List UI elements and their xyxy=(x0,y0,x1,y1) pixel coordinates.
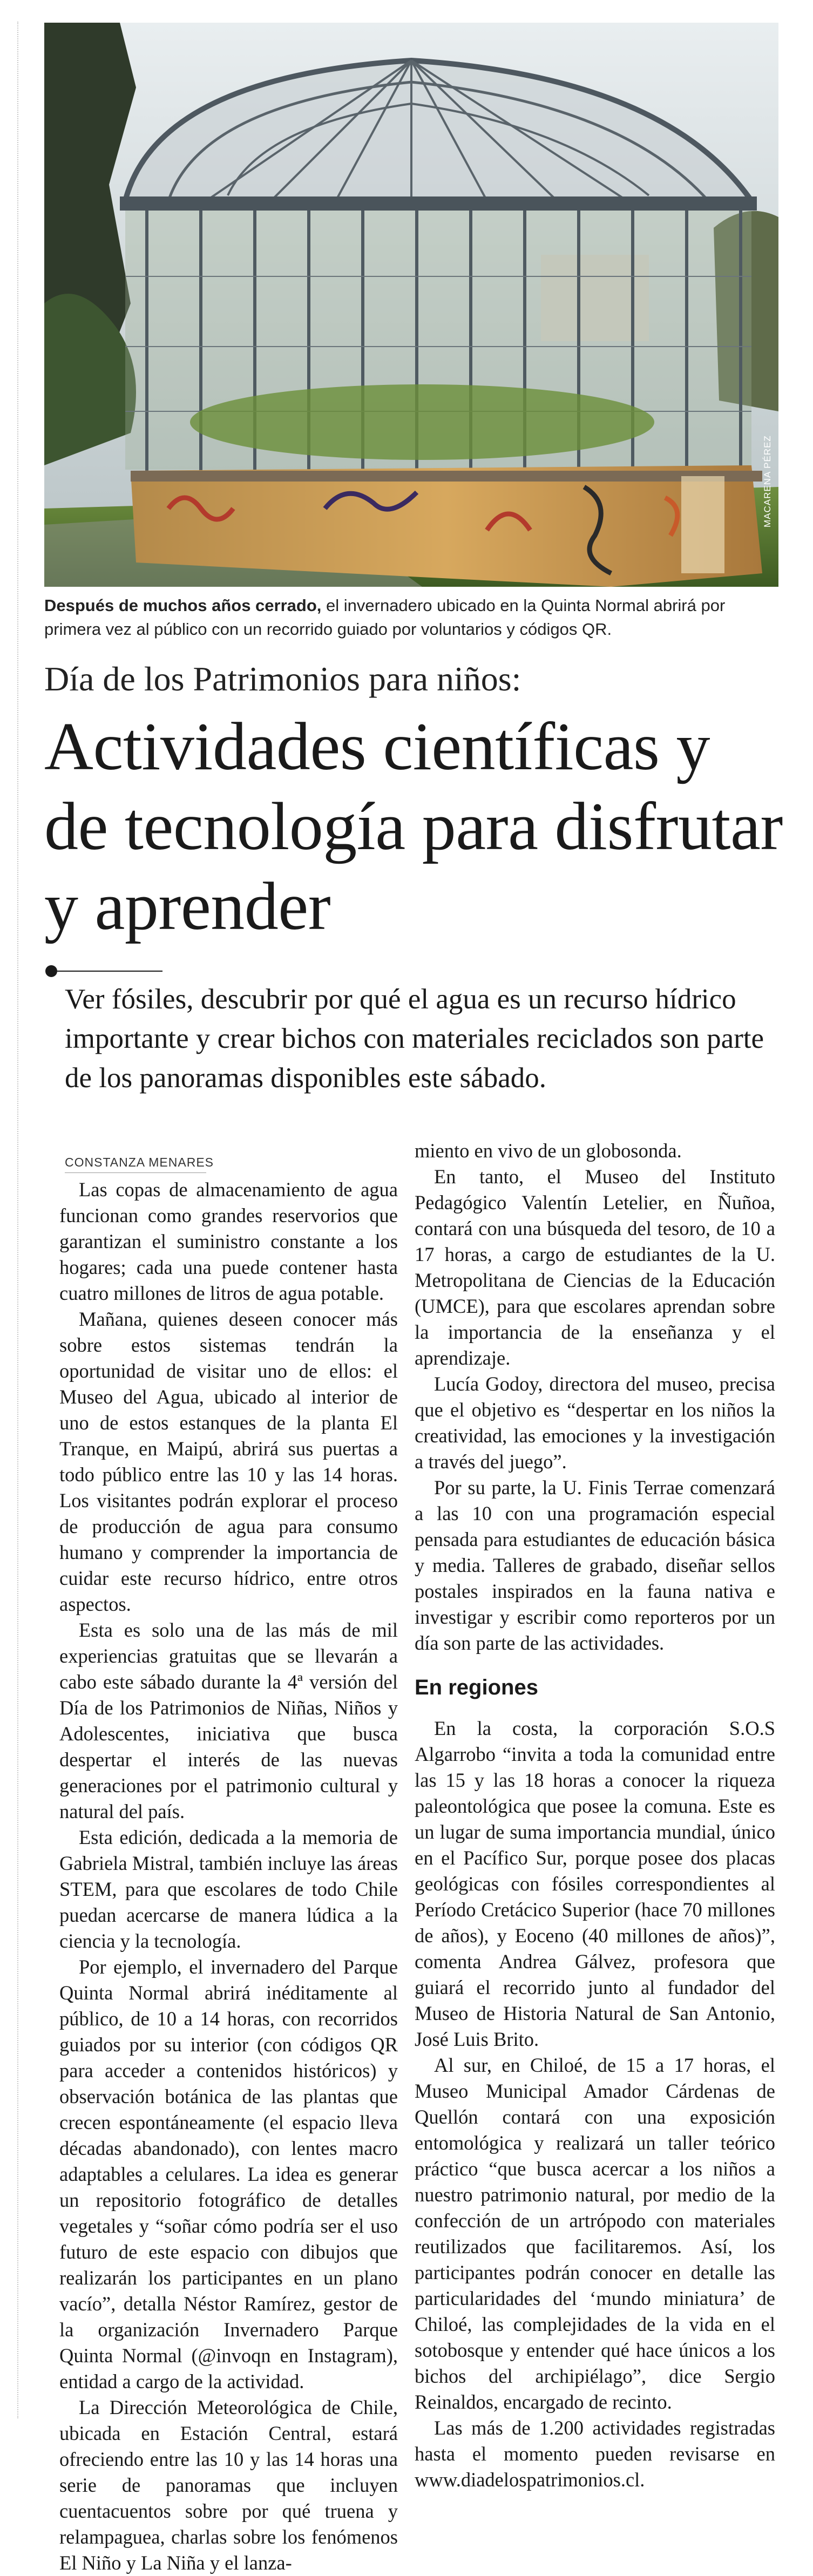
body-paragraph: Esta es solo una de las más de mil experiencias gratuitas que se llevarán a cabo este sábado durante la 4ª versión del Día de los Patrimonios de Niñas, Niños y Adolescentes, iniciativa que busca despertar el interés de las nuevas generaciones por el patrimonio cultural y natural del país. xyxy=(59,1619,398,1822)
body-paragraph: Lucía Godoy, directora del museo, precisa que el objetivo es “despertar en los niños la creatividad, las emociones y la investigación a través del juego”. xyxy=(415,1373,775,1473)
headline-kicker: Día de los Patrimonios para niños: xyxy=(44,660,521,698)
body-paragraph: La Dirección Meteorológica de Chile, ubicada en Estación Central, estará ofreciendo entre las 10 y las 14 horas una serie de panoramas que incluyen cuentacuentos sobre por qué truena y relampaguea, charlas sobre los fenómenos El Niño y La Niña y el lanza- xyxy=(59,2396,398,2574)
body-paragraph: En la costa, la corporación S.O.S Algarrobo “invita a toda la comunidad entre las 15 y las 18 horas a conocer la riqueza paleontológica que posee la comuna. Este es un lugar de suma importancia mundial, único en el Pacífico Sur, porque posee dos placas geológicas con fósiles correspondientes al Período Cretácico Superior (hace 70 millones de años), y Eoceno (40 millones de años)”, comenta Andrea Gálvez, profesora que guiará el recorrido junto al fundador del Museo de Historia Natural de San Antonio, José Luis Brito. xyxy=(415,1717,775,2050)
page-margin-rule xyxy=(17,22,19,2418)
body-paragraph: Por su parte, la U. Finis Terrae comenzará a las 10 con una programación especial pensada para estudiantes de educación básica y media. Talleres de grabado, diseñar sellos postales inspirados en la fauna nativa e investigar y escribir como reporteros por un día son parte de las actividades. xyxy=(415,1476,775,1654)
body-paragraph: Esta edición, dedicada a la memoria de Gabriela Mistral, también incluye las áreas STEM, para que escolares de todo Chile puedan acercarse de manera lúdica a la ciencia y la tecnología. xyxy=(59,1826,398,1952)
headline: Actividades científicas y de tecnología para disfrutar y aprender xyxy=(44,709,783,944)
article-photo xyxy=(44,23,778,587)
caption-text: el invernadero ubicado en la Quinta Normal abrirá por primera vez al público con un recorrido guiado por voluntarios y códigos QR. xyxy=(44,596,726,639)
body-paragraph: En tanto, el Museo del Instituto Pedagógico Valentín Letelier, en Ñuñoa, contará con una búsqueda del tesoro, de 10 a 17 horas, a cargo de estudiantes de la U. Metropolitana de Ciencias de la Educación (UMCE), para que escolares aprendan sobre la importancia de la enseñanza y el aprendizaje. xyxy=(415,1165,775,1369)
subhead-en-regiones: En regiones xyxy=(415,1676,538,1699)
body-paragraph: Mañana, quienes deseen conocer más sobre estos sistemas tendrán la oportunidad de visitar uno de ellos: el Museo del Agua, ubicado al interior de uno de estos estanques de la planta El Tranque, en Maipú, abrirá sus puertas a todo público entre las 10 y las 14 horas. Los visitantes podrán explorar el proceso de producción de agua para consumo humano y comprender la importancia de cuidar este recurso hídrico, entre otros aspectos. xyxy=(59,1308,398,1615)
byline: CONSTANZA MENARES xyxy=(65,1155,214,1169)
byline-rule xyxy=(65,1172,206,1173)
lead-paragraph: Ver fósiles, descubrir por qué el agua es un recurso hídrico importante y crear bichos con materiales reciclados son parte de los panoramas disponibles este sábado. xyxy=(65,984,764,1094)
body-paragraph: Por ejemplo, el invernadero del Parque Quinta Normal abrirá inéditamente al público, de 10 a 14 horas, con recorridos guiados por su interior (con códigos QR para acceder a contenidos históricos) y observación botánica de las plantas que crecen espontáneamente (el espacio lleva décadas abandonado), con lentes macro adaptables a celulares. La idea es generar un repositorio fotográfico de detalles vegetales y “soñar cómo podría ser el uso futuro de este espacio con dibujos que realizarán los participantes en un plano vacío”, detalla Néstor Ramírez, gestor de la organización Invernadero Parque Quinta Normal (@invoqn en Instagram), entidad a cargo de la actividad. xyxy=(59,1956,398,2392)
lead-rule xyxy=(57,971,162,972)
lead-bullet-icon xyxy=(45,965,57,977)
body-column-2 xyxy=(415,1138,775,2493)
body-paragraph: Las copas de almacenamiento de agua funcionan como grandes reservorios que garantizan el suministro constante a los hogares; cada una puede contener hasta cuatro millones de litros de agua potable. xyxy=(59,1178,398,1304)
body-paragraph: Las más de 1.200 actividades registradas hasta el momento pueden revisarse en www.diadelospatrimonios.cl. xyxy=(415,2417,775,2491)
body-column-1 xyxy=(59,1177,398,2576)
body-paragraph: Al sur, en Chiloé, de 15 a 17 horas, el Museo Municipal Amador Cárdenas de Quellón contará con una exposición entomológica y realizará un taller teórico práctico “que busca acercar a los niños a nuestro patrimonio natural, por medio de la confección de un artrópodo con materiales reutilizados que facilitaremos. Así, los participantes podrán conocer en detalle las particularidades del ‘mundo miniatura’ de Chiloé, las complejidades de la vida en el sotobosque y entender qué hace únicos a los bichos del archipiélago”, dice Sergio Reinaldos, encargado de recinto. xyxy=(415,2054,775,2413)
photo-caption xyxy=(44,594,778,641)
photo-credit: MACARENA PÉREZ xyxy=(762,435,773,527)
caption-bold: Después de muchos años cerrado, xyxy=(44,596,322,615)
body-paragraph-continued: miento en vivo de un globosonda. xyxy=(415,1140,682,1162)
